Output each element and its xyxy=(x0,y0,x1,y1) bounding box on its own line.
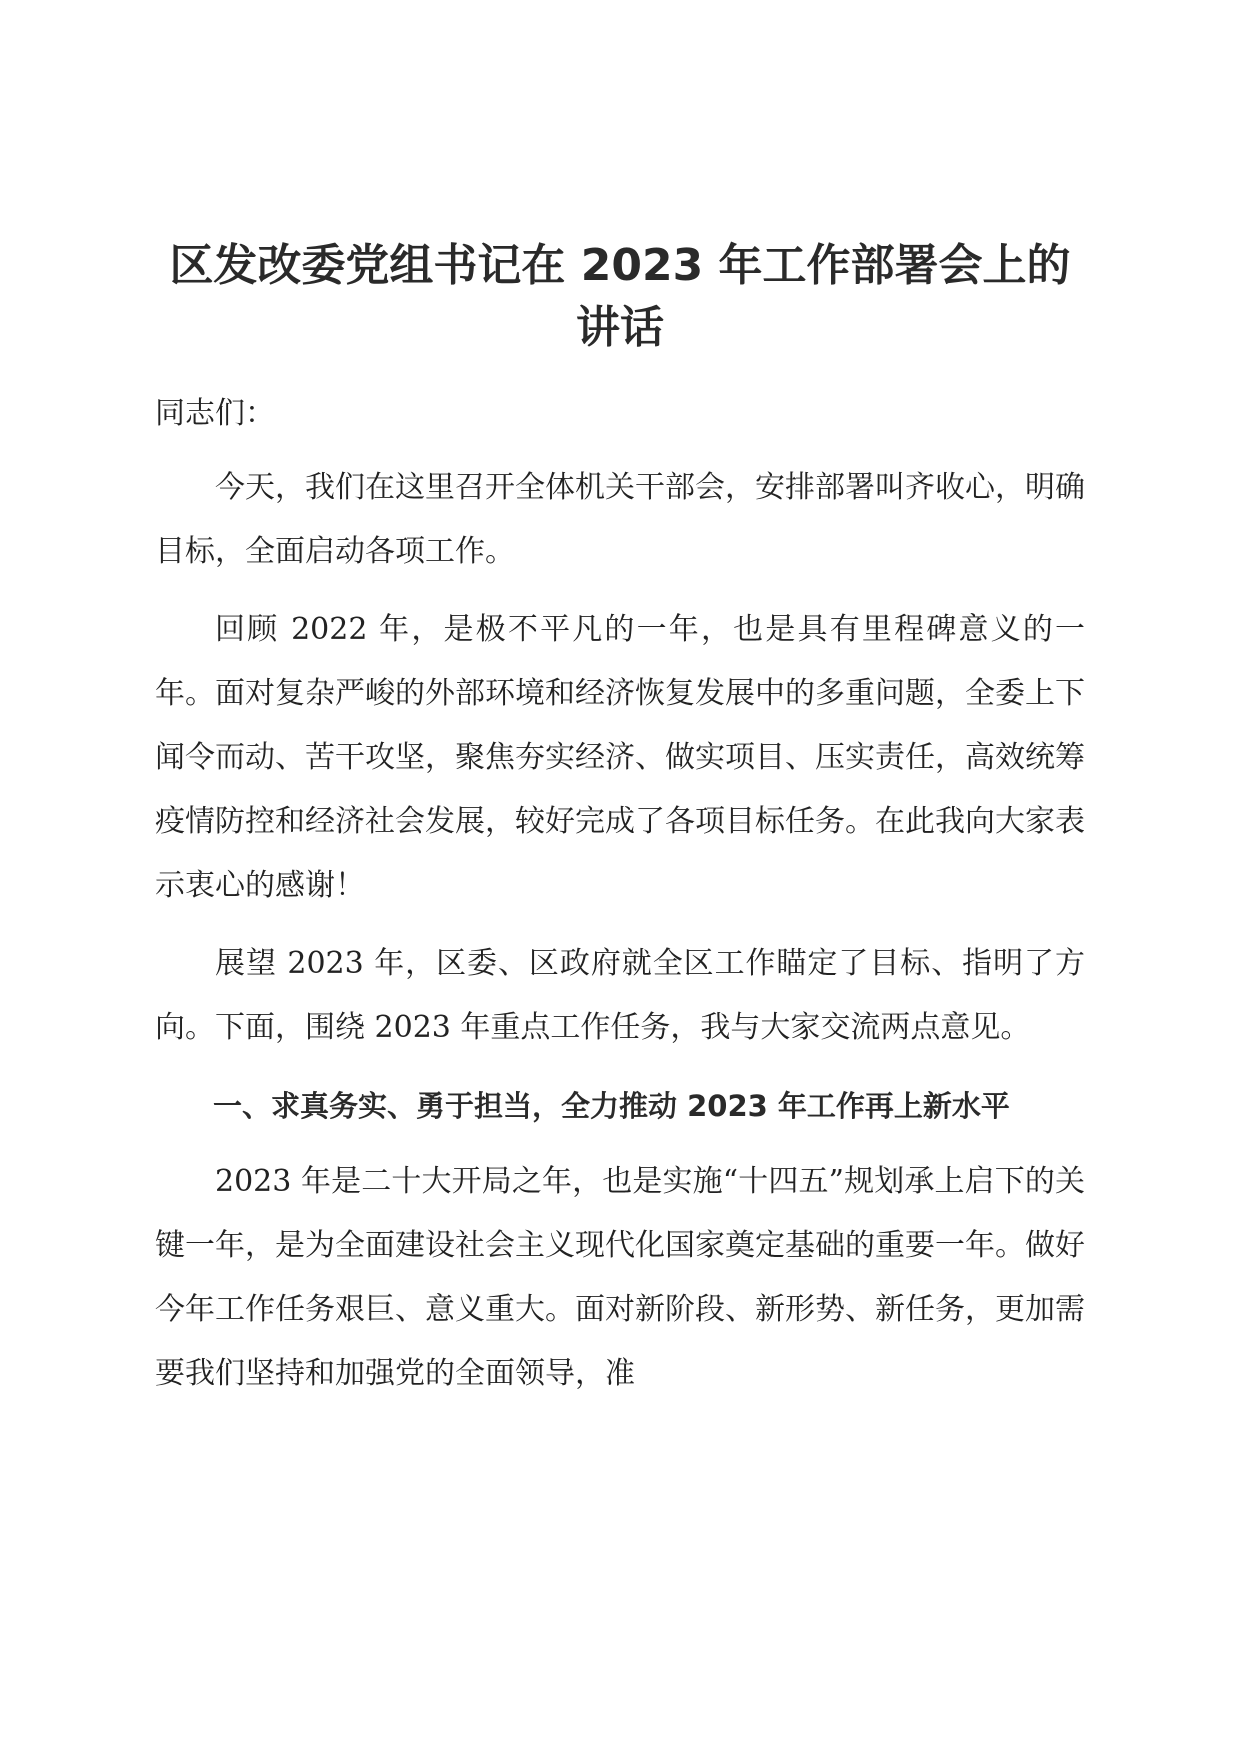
document-body xyxy=(155,390,1085,1420)
paragraph-outlook-2023: 展望 2023 年，区委、区政府就全区工作瞄定了目标、指明了方向。下面，围绕 2023 年重点工作任务，我与大家交流两点意见。 xyxy=(155,946,1085,1045)
salutation: 同志们： xyxy=(155,396,275,431)
title-line-1: 区发改委党组书记在 2023 年工作部署会上的 xyxy=(169,240,1071,291)
paragraph-review-2022: 回顾 2022 年，是极不平凡的一年，也是具有里程碑意义的一年。面对复杂严峻的外部环境和经济恢复发展中的多重问题，全委上下闻令而动、苦干攻坚，聚焦夯实经济、做实项目、压实责任，高效统筹疫情防控和经济社会发展，较好完成了各项目标任务。在此我向大家表示衷心的感谢！ xyxy=(155,612,1085,903)
title-line-2: 讲话 xyxy=(576,302,664,353)
document-title xyxy=(150,235,1090,359)
paragraph-section-1: 2023 年是二十大开局之年，也是实施“十四五”规划承上启下的关键一年，是为全面建设社会主义现代化国家奠定基础的重要一年。做好今年工作任务艰巨、意义重大。面对新阶段、新形势、新任务，更加需要我们坚持和加强党的全面领导，准 xyxy=(155,1164,1085,1391)
paragraph-opening: 今天，我们在这里召开全体机关干部会，安排部署叫齐收心，明确目标，全面启动各项工作。 xyxy=(155,470,1085,569)
section-heading-1: 一、求真务实、勇于担当，全力推动 2023 年工作再上新水平 xyxy=(213,1089,1010,1123)
